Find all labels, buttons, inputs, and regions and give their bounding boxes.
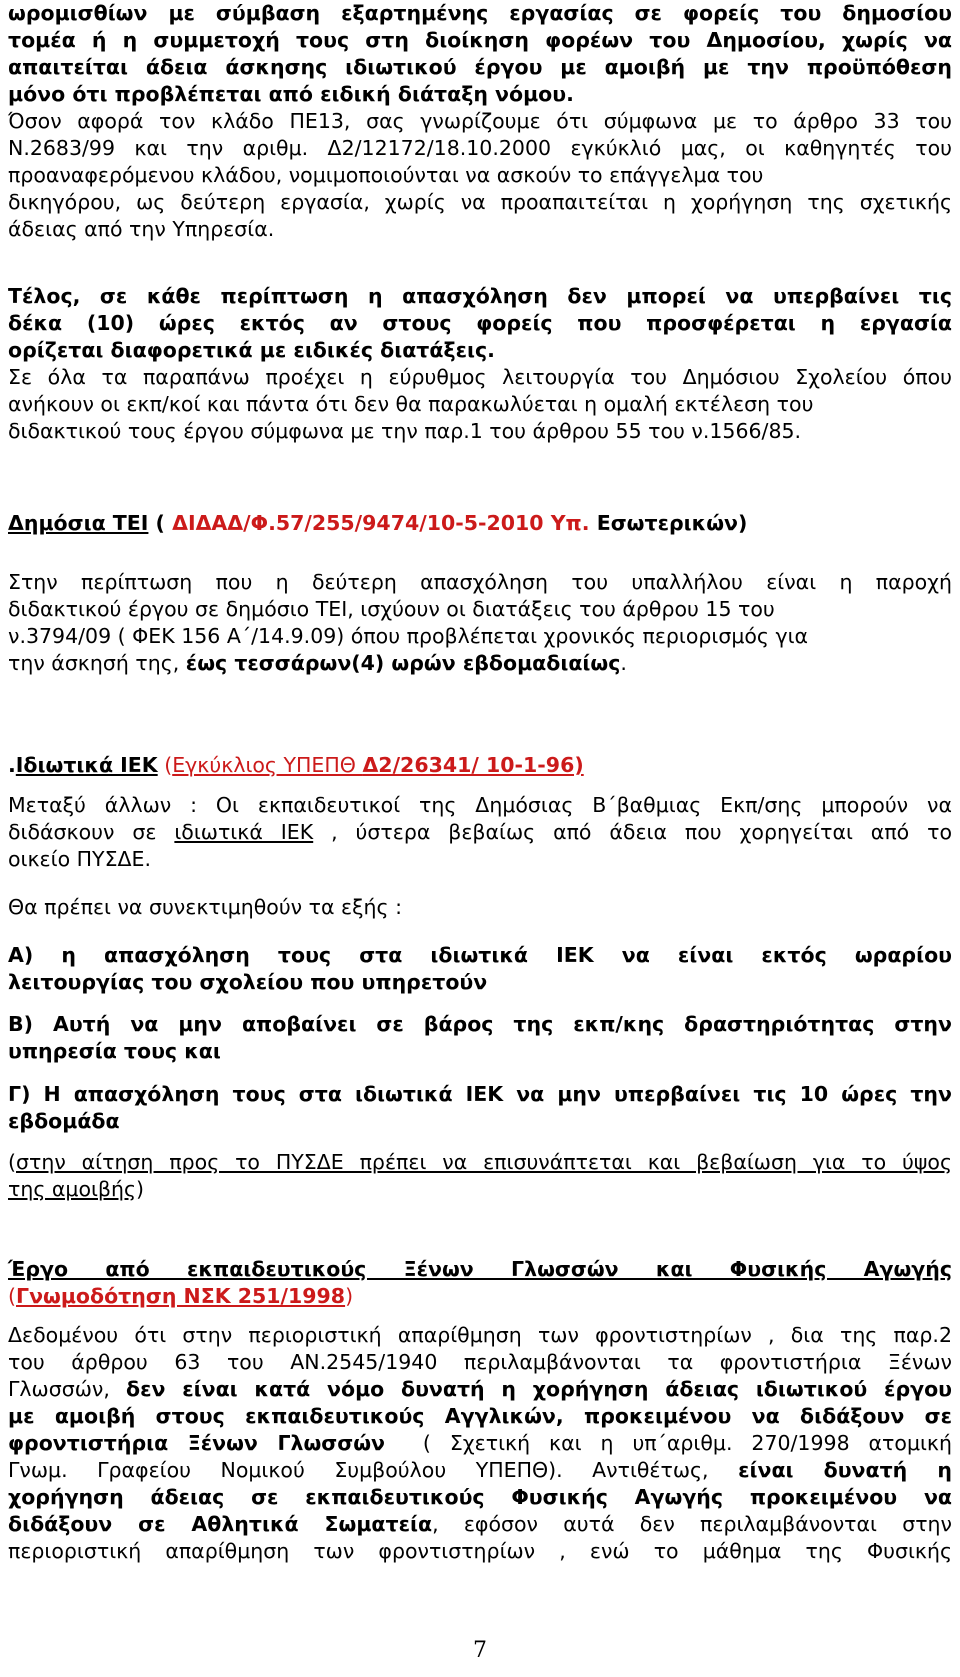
telos-line: Σε όλα τα παραπάνω προέχει η εύρυθμος λειτουργία του Δημόσιου Σχολείου όπου: [8, 365, 952, 389]
tei-heading: [8, 510, 747, 538]
iek-paren-open: (: [157, 753, 173, 777]
language-line-bold: είναι δυνατή η: [738, 1458, 952, 1482]
language-line-end: , εφόσον αυτά δεν περιλαμβάνονται στην: [432, 1512, 952, 1536]
iek-note-text: της αμοιβής: [8, 1177, 137, 1201]
language-line: [8, 1457, 952, 1485]
iek-note-close: ): [136, 1177, 145, 1201]
intro-line: άδειας από την Υπηρεσία.: [8, 217, 275, 241]
language-ref-close: ): [345, 1284, 354, 1308]
telos-bold-line: ορίζεται διαφορετικά με ειδικές διατάξεις.: [8, 338, 495, 362]
intro-line: Ν.2683/99 και την αριθμ. Δ2/12172/18.10.2000 εγκύκλιό μας, οι καθηγητές του: [8, 136, 952, 160]
language-line-bold: δεν είναι κατά νόμο δυνατή η χορήγηση άδειας ιδιωτικού έργου: [126, 1377, 953, 1401]
iek-heading: [8, 752, 584, 780]
language-line-bold: φροντιστήρια Ξένων Γλωσσών: [8, 1431, 386, 1455]
tei-line: ν.3794/09 ( ΦΕΚ 156 Α΄/14.9.09) όπου προβλέπεται χρονικός περιορισμός για: [8, 624, 809, 648]
iek-considerations: Θα πρέπει να συνεκτιμηθούν τα εξής :: [8, 895, 402, 919]
intro-bold-line: μόνο ότι προβλέπεται από ειδική διάταξη νόμου.: [8, 82, 574, 106]
language-heading: Έργο από εκπαιδευτικούς Ξένων Γλωσσών και Φυσικής Αγωγής: [8, 1257, 952, 1281]
iek-note: [8, 1176, 144, 1204]
language-line: [8, 1511, 952, 1539]
tei-hours-limit: έως τεσσάρων(4) ωρών εβδομαδιαίως: [185, 651, 621, 675]
language-line-bold: διδάξουν σε Αθλητικά Σωματεία: [8, 1512, 433, 1536]
tei-last-line-start: την άσκησή της,: [8, 651, 186, 675]
telos-bold-line: Τέλος, σε κάθε περίπτωση η απασχόληση δεν μπορεί να υπερβαίνει τις: [8, 284, 952, 308]
language-ref-open: (: [8, 1284, 16, 1308]
language-line-start: Γλωσσών,: [8, 1377, 126, 1401]
iek-heading-label: Ιδιωτικά ΙΕΚ: [15, 753, 158, 777]
iek-point-a: Α) η απασχόληση τους στα ιδιωτικά ΙΕΚ να είναι εκτός ωραρίου: [8, 943, 952, 967]
iek-point-b: υπηρεσία τους και: [8, 1039, 221, 1063]
tei-heading-paren: (: [148, 511, 173, 535]
iek-reference-number: Δ2/26341/ 10-1-96): [362, 753, 584, 777]
tei-line: Στην περίπτωση που η δεύτερη απασχόληση του υπαλλήλου είναι η παροχή: [8, 570, 952, 594]
iek-reference: Εγκύκλιος ΥΠΕΠΘ: [172, 753, 363, 777]
intro-bold-line: τομέα ή η συμμετοχή τους στη διοίκηση φορέων του Δημοσίου, χωρίς να: [8, 28, 952, 52]
iek-point-b: Β) Αυτή να μην αποβαίνει σε βάρος της εκπ/κης δραστηριότητας στην: [8, 1012, 952, 1036]
tei-line: διδακτικού έργου σε δημόσιο ΤΕΙ, ισχύουν οι διατάξεις του άρθρου 15 του: [8, 597, 775, 621]
intro-line: Όσον αφορά τον κλάδο ΠΕ13, σας γνωρίζουμε ότι σύμφωνα με το άρθρο 33 του: [8, 109, 952, 133]
intro-line: προαναφερόμενου κλάδου, νομιμοποιούνται να ασκούν το επάγγελμα του: [8, 163, 764, 187]
page-number: 7: [473, 1638, 487, 1663]
language-line: Δεδομένου ότι στην περιοριστική απαρίθμηση των φροντιστηρίων , δια της παρ.2: [8, 1323, 952, 1347]
iek-point-c: Γ) Η απασχόληση τους στα ιδιωτικά ΙΕΚ να μην υπερβαίνει τις 10 ώρες την: [8, 1082, 952, 1106]
iek-note-text: στην αίτηση προς το ΠΥΣΔΕ πρέπει να επισυνάπτεται και βεβαίωση για το ύψος: [16, 1150, 952, 1174]
language-line-end: ( Σχετική και η υπ΄αριθμ. 270/1998 ατομική: [385, 1431, 952, 1455]
telos-line: ανήκουν οι εκπ/κοί και πάντα ότι δεν θα παρακωλύεται η ομαλή εκτέλεση του: [8, 392, 814, 416]
telos-line: διδακτικού τους έργου σύμφωνα με την παρ.1 του άρθρου 55 του ν.1566/85.: [8, 419, 802, 443]
language-line: χορήγηση άδειας σε εκπαιδευτικούς Φυσικής Αγωγής προκειμένου να: [8, 1485, 952, 1509]
iek-point-c: εβδομάδα: [8, 1109, 120, 1133]
iek-note: [8, 1149, 952, 1177]
language-line: του άρθρου 63 του ΑΝ.2545/1940 περιλαμβάνονται τα φροντιστήρια Ξένων: [8, 1350, 952, 1374]
tei-heading-label: Δημόσια ΤΕΙ: [8, 511, 149, 535]
language-line: περιοριστική απαρίθμηση των φροντιστηρίων , ενώ το μάθημα της Φυσικής: [8, 1539, 952, 1563]
iek-point-a: λειτουργίας του σχολείου που υπηρετούν: [8, 970, 488, 994]
language-line: [8, 1430, 952, 1458]
intro-line: δικηγόρου, ως δεύτερη εργασία, χωρίς να προαπαιτείται η χορήγηση της σχετικής: [8, 190, 952, 214]
tei-reference-tail: Εσωτερικών): [589, 511, 748, 535]
language-line-start: Γνωμ. Γραφείου Νομικού Συμβούλου ΥΠΕΠΘ). Αντιθέτως,: [8, 1458, 739, 1482]
iek-line: οικείο ΠΥΣΔΕ.: [8, 847, 152, 871]
language-reference: [8, 1283, 353, 1311]
tei-reference: ΔΙΔΑΔ/Φ.57/255/9474/10-5-2010 Υπ.: [172, 511, 590, 535]
iek-line: Μεταξύ άλλων : Οι εκπαιδευτικοί της Δημόσιας Β΄βαθμιας Εκπ/σης μπορούν να: [8, 793, 952, 817]
iek-line-start: διδάσκουν σε: [8, 820, 175, 844]
language-line: [8, 1376, 952, 1404]
iek-line-end: , ύστερα βεβαίως από άδεια που χορηγείται από το: [313, 820, 953, 844]
language-line: με αμοιβή στους εκπαιδευτικούς Αγγλικών, προκειμένου να διδάξουν σε: [8, 1404, 952, 1428]
iek-line: [8, 819, 952, 847]
tei-last-line: [8, 650, 627, 678]
language-reference-red: Γνωμοδότηση ΝΣΚ 251/1998: [16, 1284, 346, 1308]
iek-link[interactable]: ιδιωτικά ΙΕΚ: [174, 820, 314, 844]
intro-bold-line: ωρομισθίων με σύμβαση εξαρτημένης εργασίας σε φορείς του δημοσίου: [8, 1, 952, 25]
iek-heading-dot: .: [8, 753, 16, 777]
intro-bold-line: απαιτείται άδεια άσκησης ιδιωτικού έργου με αμοιβή με την προϋπόθεση: [8, 55, 952, 79]
iek-note-open: (: [8, 1150, 16, 1174]
telos-bold-line: δέκα (10) ώρες εκτός αν στους φορείς που προσφέρεται η εργασία: [8, 311, 952, 335]
tei-last-line-end: .: [620, 651, 627, 675]
